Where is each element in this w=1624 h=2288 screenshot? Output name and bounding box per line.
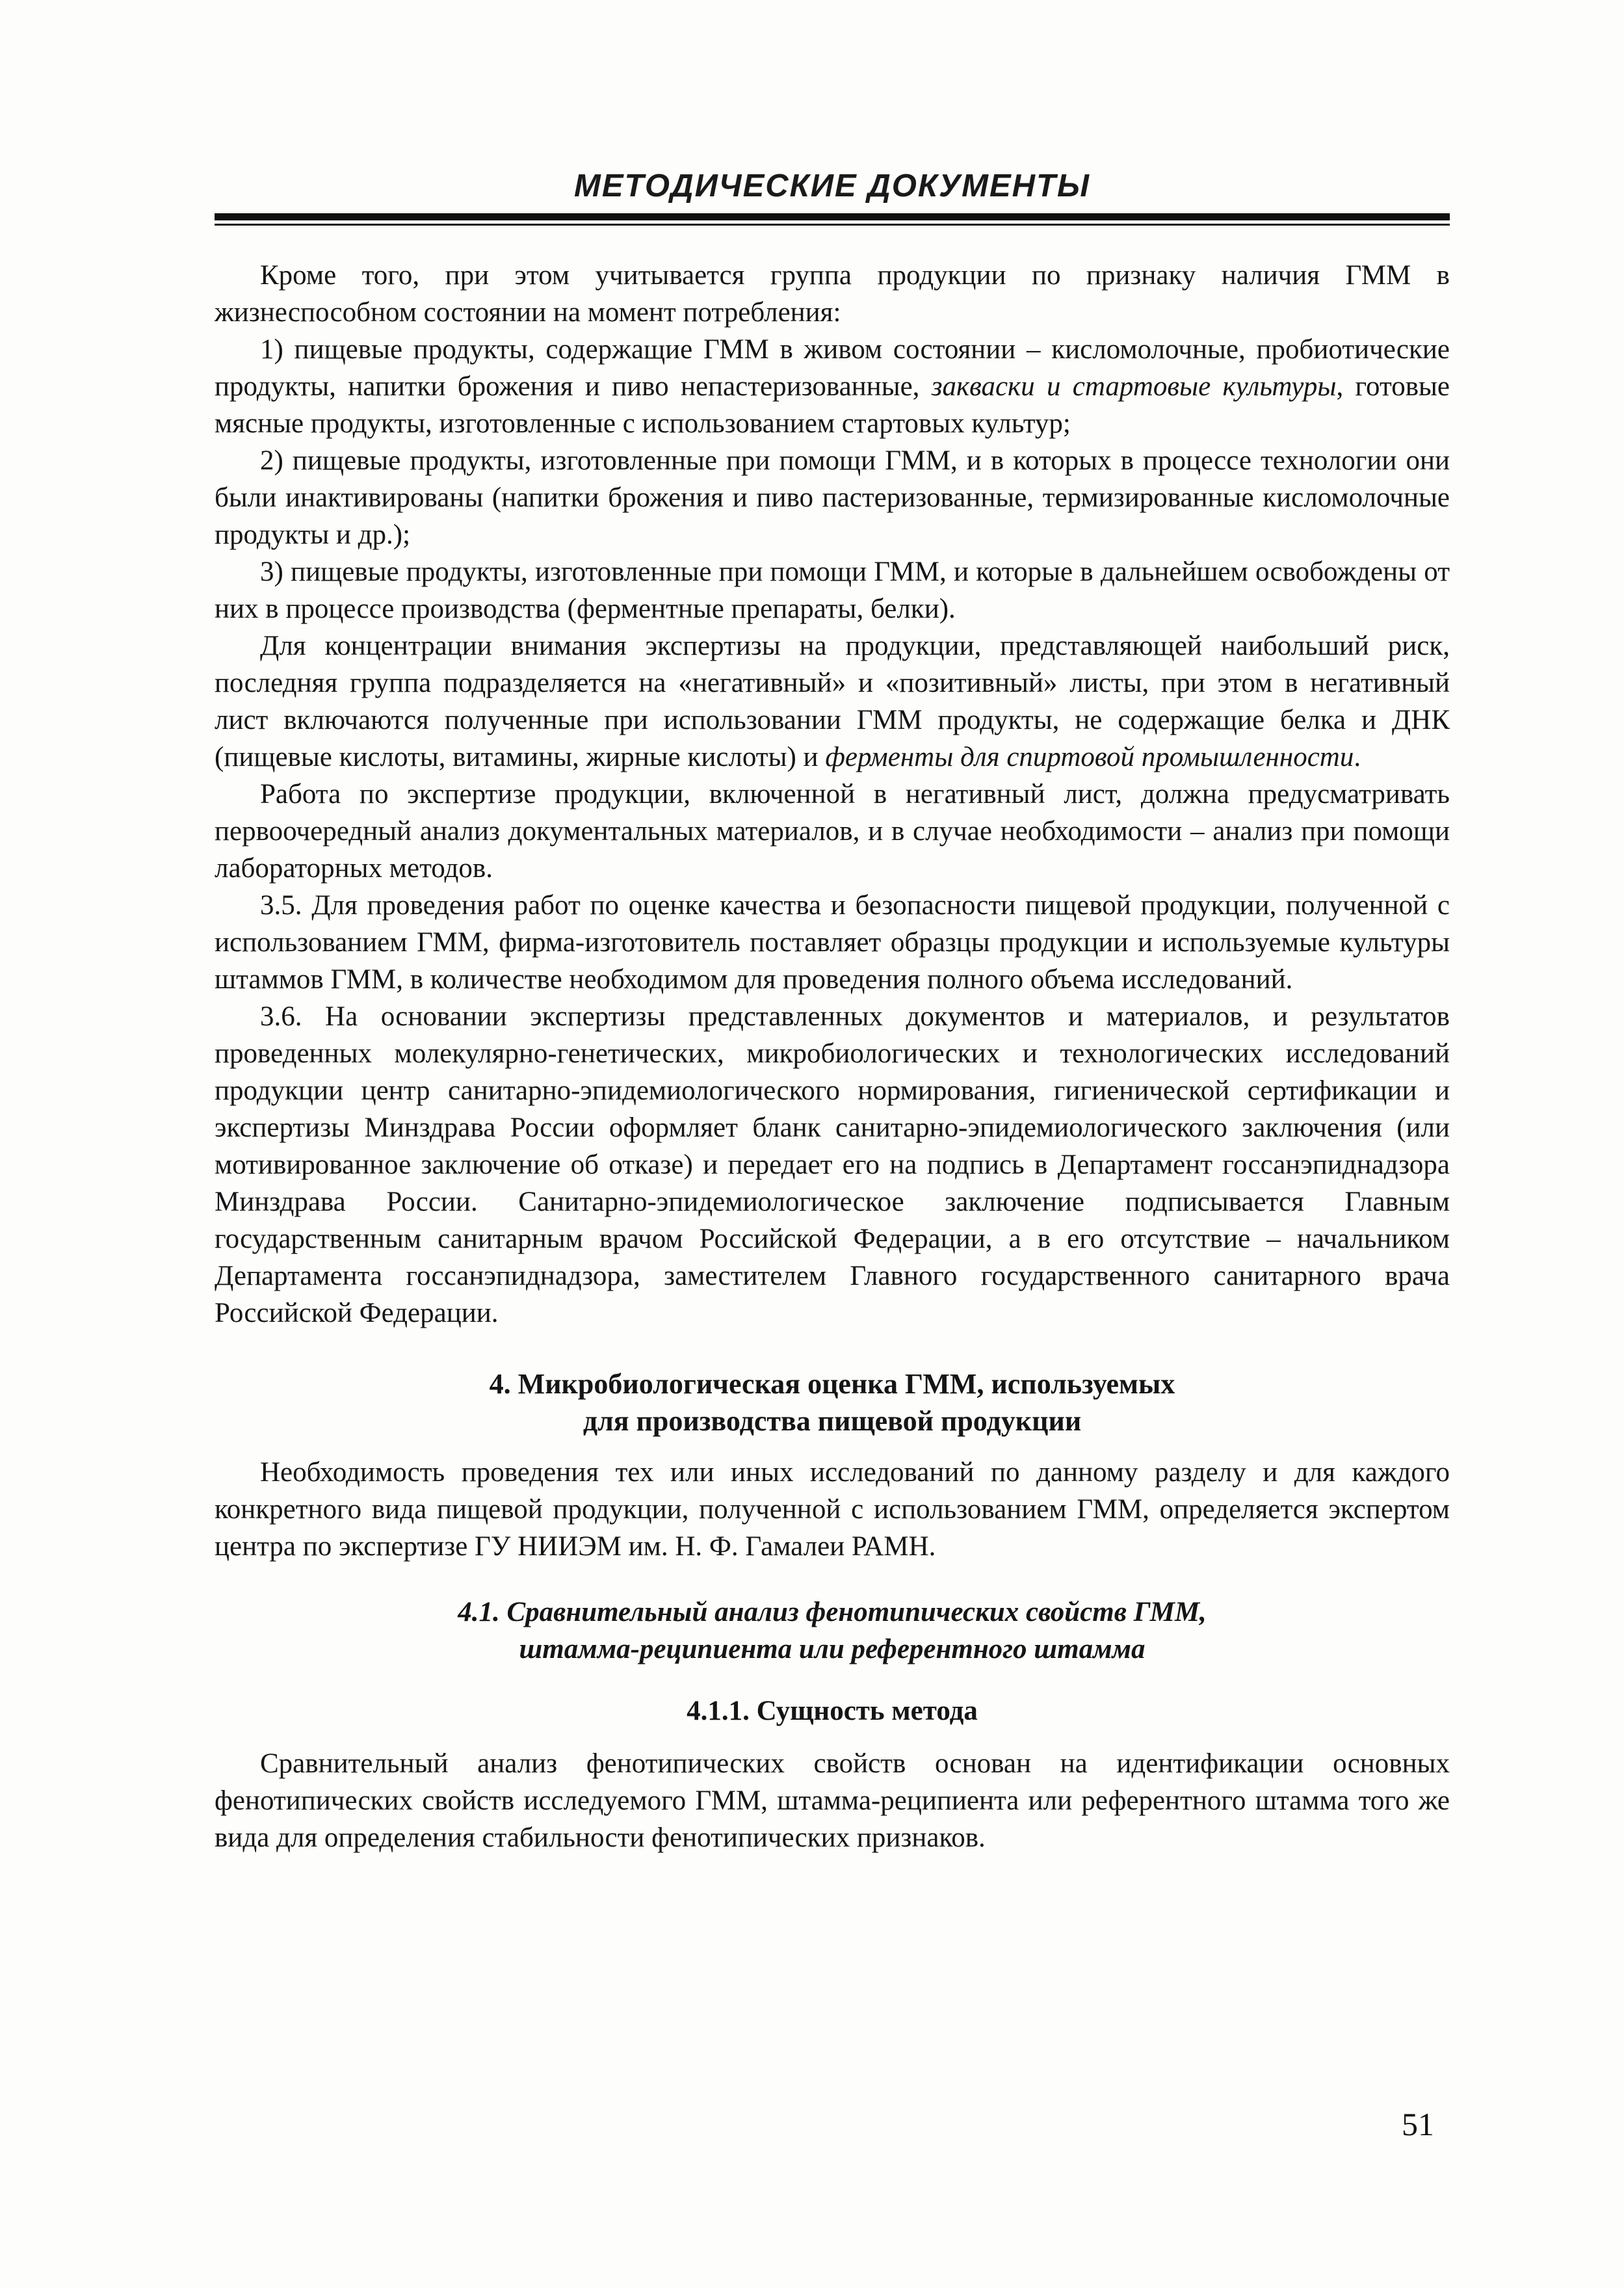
paragraph-work-expertise <box>215 776 1450 887</box>
text-run: Работа по экспертизе продукции, включенной в негативный лист, должна предусматривать первоочередный анализ документальных материалов, и в случае необходимости – анализ при помощи лабораторных методов. <box>215 779 1450 884</box>
text-run-italic: закваски и стартовые культуры <box>931 371 1337 402</box>
text-run: , готовые мясные продукты, изготовленные с использованием стартовых культур; <box>215 371 1450 439</box>
text-run: 1) пищевые продукты, содержащие ГММ в живом состоянии – кисломолочные, пробиотические продукты, напитки брожения и пиво непастеризованные, <box>215 334 1450 402</box>
text-run: Необходимость проведения тех или иных исследований по данному разделу и для каждого конкретного вида пищевой продукции, полученной с использованием ГММ, определяется экспертом центра по экспертизе ГУ НИИЭМ им. Н. Ф. Гамалеи РАМН. <box>215 1457 1450 1562</box>
heading-line: 4.1. Сравнительный анализ фенотипических свойств ГММ, <box>458 1597 1207 1627</box>
paragraph-negative-list <box>215 627 1450 776</box>
paragraph-intro <box>215 257 1450 331</box>
text-run: 3.5. Для проведения работ по оценке качества и безопасности пищевой продукции, полученной с использованием ГММ, фирма-изготовитель поставляет образцы продукции и используемые культуры штаммов ГММ, в количестве необходимом для проведения полного объема исследований. <box>215 890 1450 995</box>
page-number: 51 <box>1402 2106 1434 2142</box>
header-rule-thick <box>215 213 1450 220</box>
text-run: . <box>1354 742 1361 772</box>
paragraph-list-item-3 <box>215 553 1450 627</box>
paragraph-list-item-2 <box>215 442 1450 553</box>
paragraph-3-5 <box>215 887 1450 998</box>
section-4-1-1-heading: 4.1.1. Сущность метода <box>687 1696 978 1726</box>
text-run: 3) пищевые продукты, изготовленные при помощи ГММ, и которые в дальнейшем освобождены от них в процессе производства (ферментные препараты, белки). <box>215 557 1450 624</box>
text-run: 2) пищевые продукты, изготовленные при помощи ГММ, и в которых в процессе технологии они были инактивированы (напитки брожения и пиво пастеризованные, термизированные кисломолочные продукты и др.); <box>215 445 1450 550</box>
text-run: Для концентрации внимания экспертизы на продукции, представляющей наибольший риск, последняя группа подразделяется на «негативный» и «позитивный» листы, при этом в негативный лист включаются полученные при использовании ГММ продукты, не содержащие белка и ДНК (пищевые кислоты, витамины, жирные кислоты) и <box>215 631 1450 772</box>
paragraph-section-4-1-1-body <box>215 1745 1450 1856</box>
text-run-italic: ферменты для спиртовой промышленности <box>825 742 1354 772</box>
heading-line: 4. Микробиологическая оценка ГММ, используемых <box>489 1368 1175 1400</box>
heading-line: штамма-реципиента или референтного штамма <box>519 1634 1146 1664</box>
page-header-title: МЕТОДИЧЕСКИЕ ДОКУМЕНТЫ <box>574 168 1090 204</box>
paragraph-list-item-1 <box>215 331 1450 442</box>
document-body <box>215 257 1450 1856</box>
text-run: Кроме того, при этом учитывается группа продукции по признаку наличия ГММ в жизнеспособном состоянии на момент потребления: <box>215 260 1450 328</box>
text-run: Сравнительный анализ фенотипических свойств основан на идентификации основных фенотипических свойств исследуемого ГММ, штамма-реципиента или референтного штамма того же вида для определения стабильности фенотипических признаков. <box>215 1748 1450 1853</box>
heading-line: для производства пищевой продукции <box>583 1405 1082 1437</box>
header-rule-thin <box>215 224 1450 226</box>
section-4-1-heading <box>215 1594 1450 1668</box>
section-4-heading <box>215 1365 1450 1440</box>
text-run: 3.6. На основании экспертизы представленных документов и материалов, и результатов проведенных молекулярно-генетических, микробиологических и технологических исследований продукции центр санитарно-эпидемиологического нормирования, гигиенической сертификации и экспертизы Минздрава России оформляет бланк санитарно-эпидемиологического заключения (или мотивированное заключение об отказе) и передает его на подпись в Департамент госсанэпиднадзора Минздрава России. Санитарно-эпидемиологическое заключение подписывается Главным государственным санитарным врачом Российской Федерации, а в его отсутствие – начальником Департамента госсанэпиднадзора, заместителем Главного государственного санитарного врача Российской Федерации. <box>215 1001 1450 1328</box>
paragraph-section-4-intro <box>215 1454 1450 1565</box>
paragraph-3-6 <box>215 998 1450 1332</box>
